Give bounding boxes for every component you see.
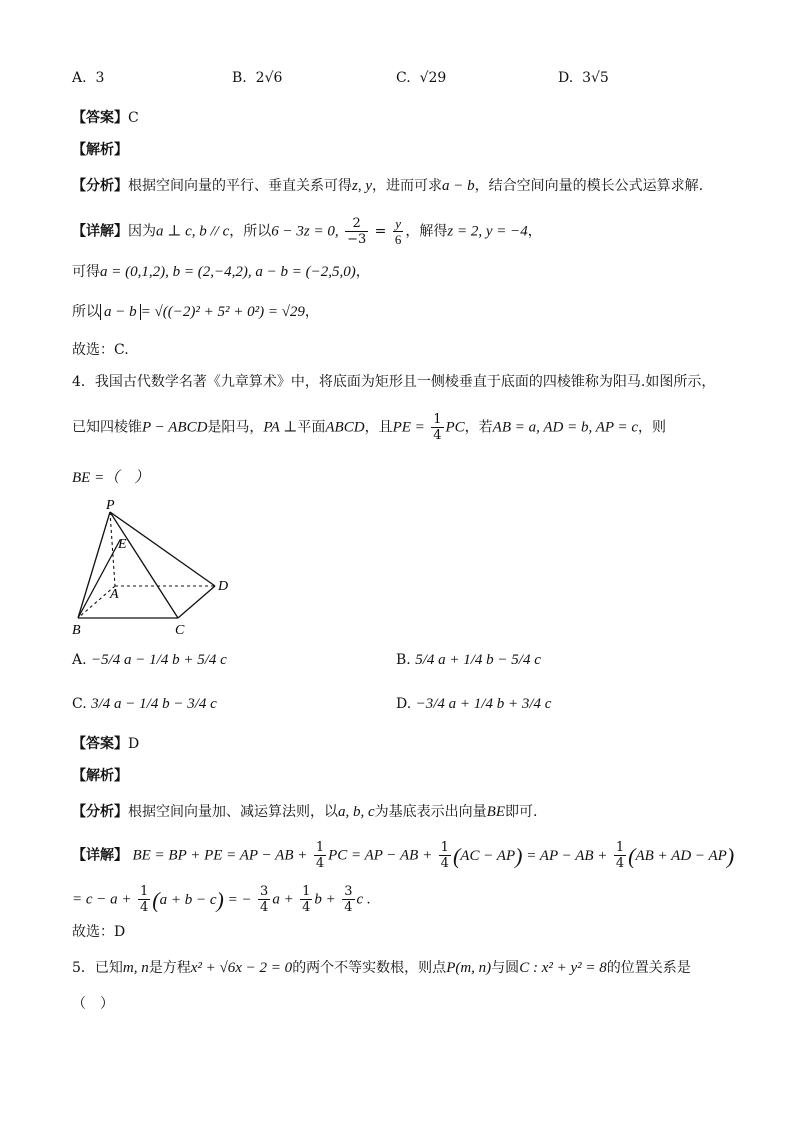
label-e: E [118,537,127,552]
q3-option-d: D. 3√5 [558,70,609,86]
q4-option-b: B. 5/4 a + 1/4 b − 5/4 c [396,652,541,668]
label-p: P [106,498,115,513]
q3-option-c: C. √29 [396,70,447,86]
q3-option-a: A. 3 [72,70,105,86]
q4-option-a: A. −5/4 a − 1/4 b + 5/4 c [72,652,227,668]
q4-stem-line1: 4．我国古代数学名著《九章算术》中，将底面为矩形且一侧棱垂直于底面的四棱锥称为阳马.如图所示， [72,374,716,390]
edge-cd [178,586,215,618]
q3-detail-line2: 可得a = (0,1,2), b = (2,−4,2), a − b = (−2,5,0)， [72,264,370,280]
q4-answer: 【答案】D [72,736,140,752]
q4-detail-line2: = c − a + $\frac{1}{4}$ (a + b − c) = − $\frac{3}{4}$ a + $\frac{1}{4}$ b + $\frac{3}{4}$ c . [72,884,371,915]
q4-pyramid-figure [60,498,250,640]
q4-option-d: D. −3/4 a + 1/4 b + 3/4 c [396,696,552,712]
q3-option-b: B. 2√6 [232,70,283,86]
q3-detail-line3: 所以 a − b = √((−2)² + 5² + 0²) = √29， [72,304,319,320]
q4-conclusion: 故选：D [72,924,126,940]
edge-pb [78,512,110,618]
q4-option-c: C. 3/4 a − 1/4 b − 3/4 c [72,696,217,712]
q3-analysis-heading: 【解析】 [72,142,128,158]
q4-analysis-heading: 【解析】 [72,768,128,784]
q3-answer: 【答案】C [72,110,139,126]
q4-detail-line1: 【详解】 BE = BP + PE = AP − AB + $\frac{1}{4}$ PC = AP − AB + $\frac{1}{4}$ (AC − AP) = AP − AB + $\frac{1}{4}$ (AB + AD − AP) [72,840,735,871]
label-b: B [72,623,81,638]
q4-fenxi: 【分析】根据空间向量加、减运算法则，以a, b, c为基底表示出向量BE即可. [72,804,538,820]
segment-be [78,540,120,618]
edge-pc [110,512,178,618]
q3-detail-line1: 【详解】因为a ⊥ c, b // c，所以6 − 3z = 0, $\frac{2}{-3}$ = $\frac{y}{6}$ ，解得z = 2, y = −4， [72,216,542,247]
q5-stem: 5．已知m, n是方程x² + √6x − 2 = 0的两个不等实数根，则点P(m, n)与圆C : x² + y² = 8的位置关系是 [72,960,691,976]
q5-blank: （ ） [72,996,114,1012]
q3-fenxi: 【分析】根据空间向量的平行、垂直关系可得z, y，进而可求a − b，结合空间向量的模长公式运算求解. [72,178,704,194]
q4-stem-line2: 已知四棱锥P − ABCD是阳马，PA ⊥平面ABCD，且PE = $\frac{1}{4}$ PC，若AB = a, AD = b, AP = c，则 [72,412,667,443]
edge-pa-hidden [110,512,115,586]
q3-conclusion: 故选：C. [72,342,129,358]
label-d: D [218,579,229,594]
q4-stem-line3: BE =（ ） [72,470,150,486]
label-a: A [110,587,119,602]
label-c: C [175,623,185,638]
